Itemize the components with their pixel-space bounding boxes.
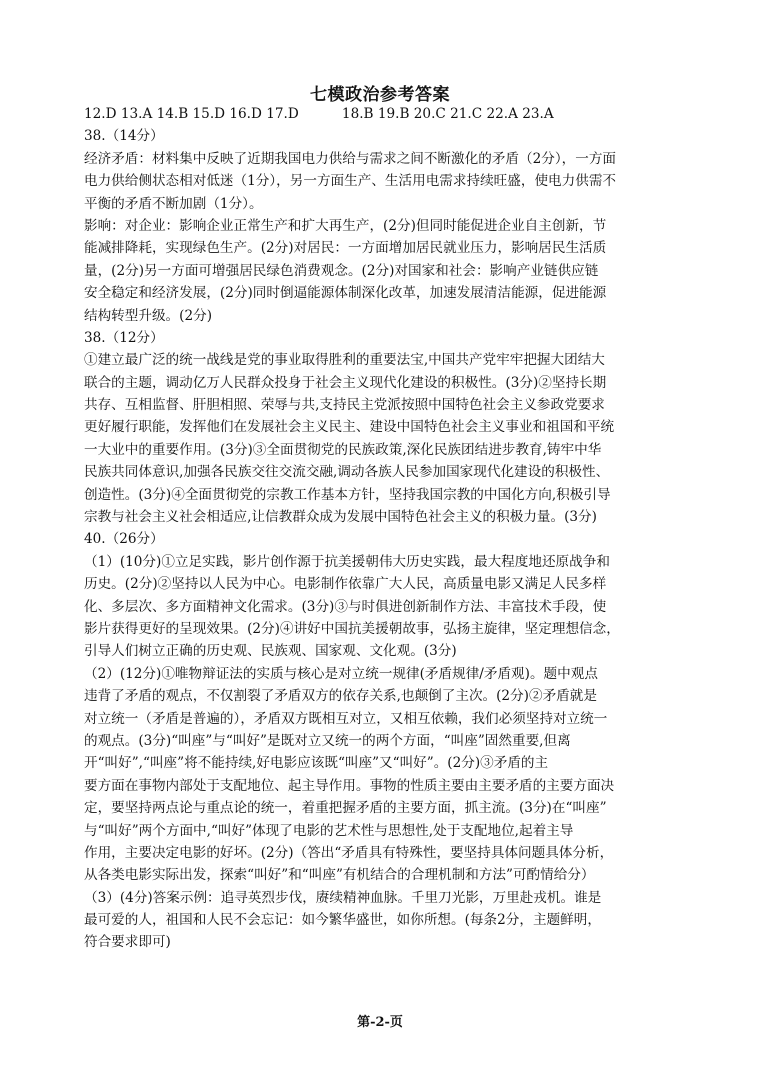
text-line: 对立统一（矛盾是普遍的），矛盾双方既相互对立，又相互依赖，我们必须坚持对立统一: [84, 710, 608, 727]
answer-body: [84, 103, 684, 954]
text-line: 结构转型升级。(2分): [84, 307, 213, 324]
text-line: 平衡的矛盾不断加剧（1分）。: [84, 195, 263, 212]
text-line: 共存、互相监督、肝胆相照、荣辱与共,支持民主党派按照中国特色社会主义参政党要求: [84, 397, 605, 414]
text-line: 违背了矛盾的观点，不仅割裂了矛盾双方的依存关系,也颠倒了主次。(2分)②矛盾就是: [84, 688, 597, 705]
text-line: 影响：对企业：影响企业正常生产和扩大再生产，(2分)但同时能促进企业自主创新，节: [84, 217, 607, 234]
text-line: 与“叫好”两个方面中,“叫好”体现了电影的艺术性与思想性,处于支配地位,起着主导: [84, 822, 574, 839]
page-number: 第-2-页: [357, 1015, 403, 1030]
text-line: 安全稳定和经济发展，(2分)同时倒逼能源体制深化改革，加速发展清洁能源，促进能源: [84, 285, 607, 302]
text-line: 作用，主要决定电影的好坏。(2分)（答出“矛盾具有特殊性，要坚持具体问题具体分析，: [84, 844, 614, 861]
text-line: 联合的主题，调动亿万人民群众投身于社会主义现代化建设的积极性。(3分)②坚持长期: [84, 374, 607, 391]
text-line: 从各类电影实际出发，探索“叫好”和“叫座”有机结合的合理机制和方法”可酌情给分）: [84, 867, 595, 884]
text-line: 开“叫好”,“叫座”将不能持续,好电影应该既“叫座”又“叫好”。(2分)③矛盾的主: [84, 755, 549, 772]
text-line: 定，要坚持两点论与重点论的统一，着重把握矛盾的主要方面，抓主流。(3分)在“叫座”: [84, 800, 607, 817]
text-line: 的观点。(3分)“叫座”与“叫好”是既对立又统一的两个方面，“叫座”固然重要,但离: [84, 732, 571, 749]
text-line: ①建立最广泛的统一战线是党的事业取得胜利的重要法宝,中国共产党牢牢把握大团结大: [84, 352, 605, 369]
text-line: 一大业中的重要作用。(3分)③全面贯彻党的民族政策,深化民族团结进步教育,铸牢中华: [84, 441, 602, 458]
text-line: 电力供给侧状态相对低迷（1分），另一方面生产、生活用电需求持续旺盛，使电力供需不: [84, 173, 617, 190]
text-line: （2）(12分)①唯物辩证法的实质与核心是对立统一规律(矛盾规律/矛盾观)。题中观点: [84, 665, 598, 682]
text-line: 经济矛盾：材料集中反映了近期我国电力供给与需求之间不断激化的矛盾（2分），一方面: [84, 150, 617, 167]
text-line: 最可爱的人，祖国和人民不会忘记：如今繁华盛世，如你所想。(每条2分，主题鲜明，: [84, 912, 601, 929]
text-line: 38.（12分）: [84, 329, 164, 346]
text-line: 化、多层次、多方面精神文化需求。(3分)③与时俱进创新制作方法、丰富技术手段，使: [84, 598, 607, 615]
text-line: 民族共同体意识,加强各民族交往交流交融,调动各族人民参加国家现代化建设的积极性、: [84, 464, 610, 481]
text-line: 创造性。(3分)④全面贯彻党的宗教工作基本方针，坚持我国宗教的中国化方向,积极引导: [84, 486, 611, 503]
document-title: 七模政治参考答案: [310, 85, 450, 105]
text-line: （3）(4分)答案示例：追寻英烈步伐，赓续精神血脉。千里刀光影，万里赴戎机。谁是: [84, 889, 602, 906]
text-line: 要方面在事物内部处于支配地位、起主导作用。事物的性质主要由主要矛盾的主要方面决: [84, 777, 615, 794]
text-line: 更好履行职能，发挥他们在发展社会主义民主、建设中国特色社会主义事业和祖国和平统: [84, 419, 615, 436]
text-line: （1）(10分)①立足实践，影片创作源于抗美援朝伟大历史实践，最大程度地还原战争和: [84, 553, 610, 570]
text-line: 12.D 13.A 14.B 15.D 16.D 17.D 18.B 19.B 20.C 21.C 22.A 23.A: [84, 106, 554, 122]
text-line: 影片获得更好的呈现效果。(2分)④讲好中国抗美援朝故事，弘扬主旋律，坚定理想信念，: [84, 620, 620, 637]
text-line: 宗教与社会主义社会相适应,让信教群众成为发展中国特色社会主义的积极力量。(3分): [84, 509, 597, 526]
text-line: 能减排降耗，实现绿色生产。(2分)对居民：一方面增加居民就业压力，影响居民生活质: [84, 240, 607, 257]
text-line: 量，(2分)另一方面可增强居民绿色消费观念。(2分)对国家和社会：影响产业链供应链: [84, 262, 599, 279]
text-line: 40.（26分）: [84, 531, 164, 548]
text-line: 历史。(2分)②坚持以人民为中心。电影制作依靠广大人民，高质量电影又满足人民多样: [84, 576, 607, 593]
text-line: 38.（14分）: [84, 128, 164, 145]
text-line: 符合要求即可): [84, 934, 171, 951]
text-line: 引导人们树立正确的历史观、民族观、国家观、文化观。(3分): [84, 643, 457, 660]
